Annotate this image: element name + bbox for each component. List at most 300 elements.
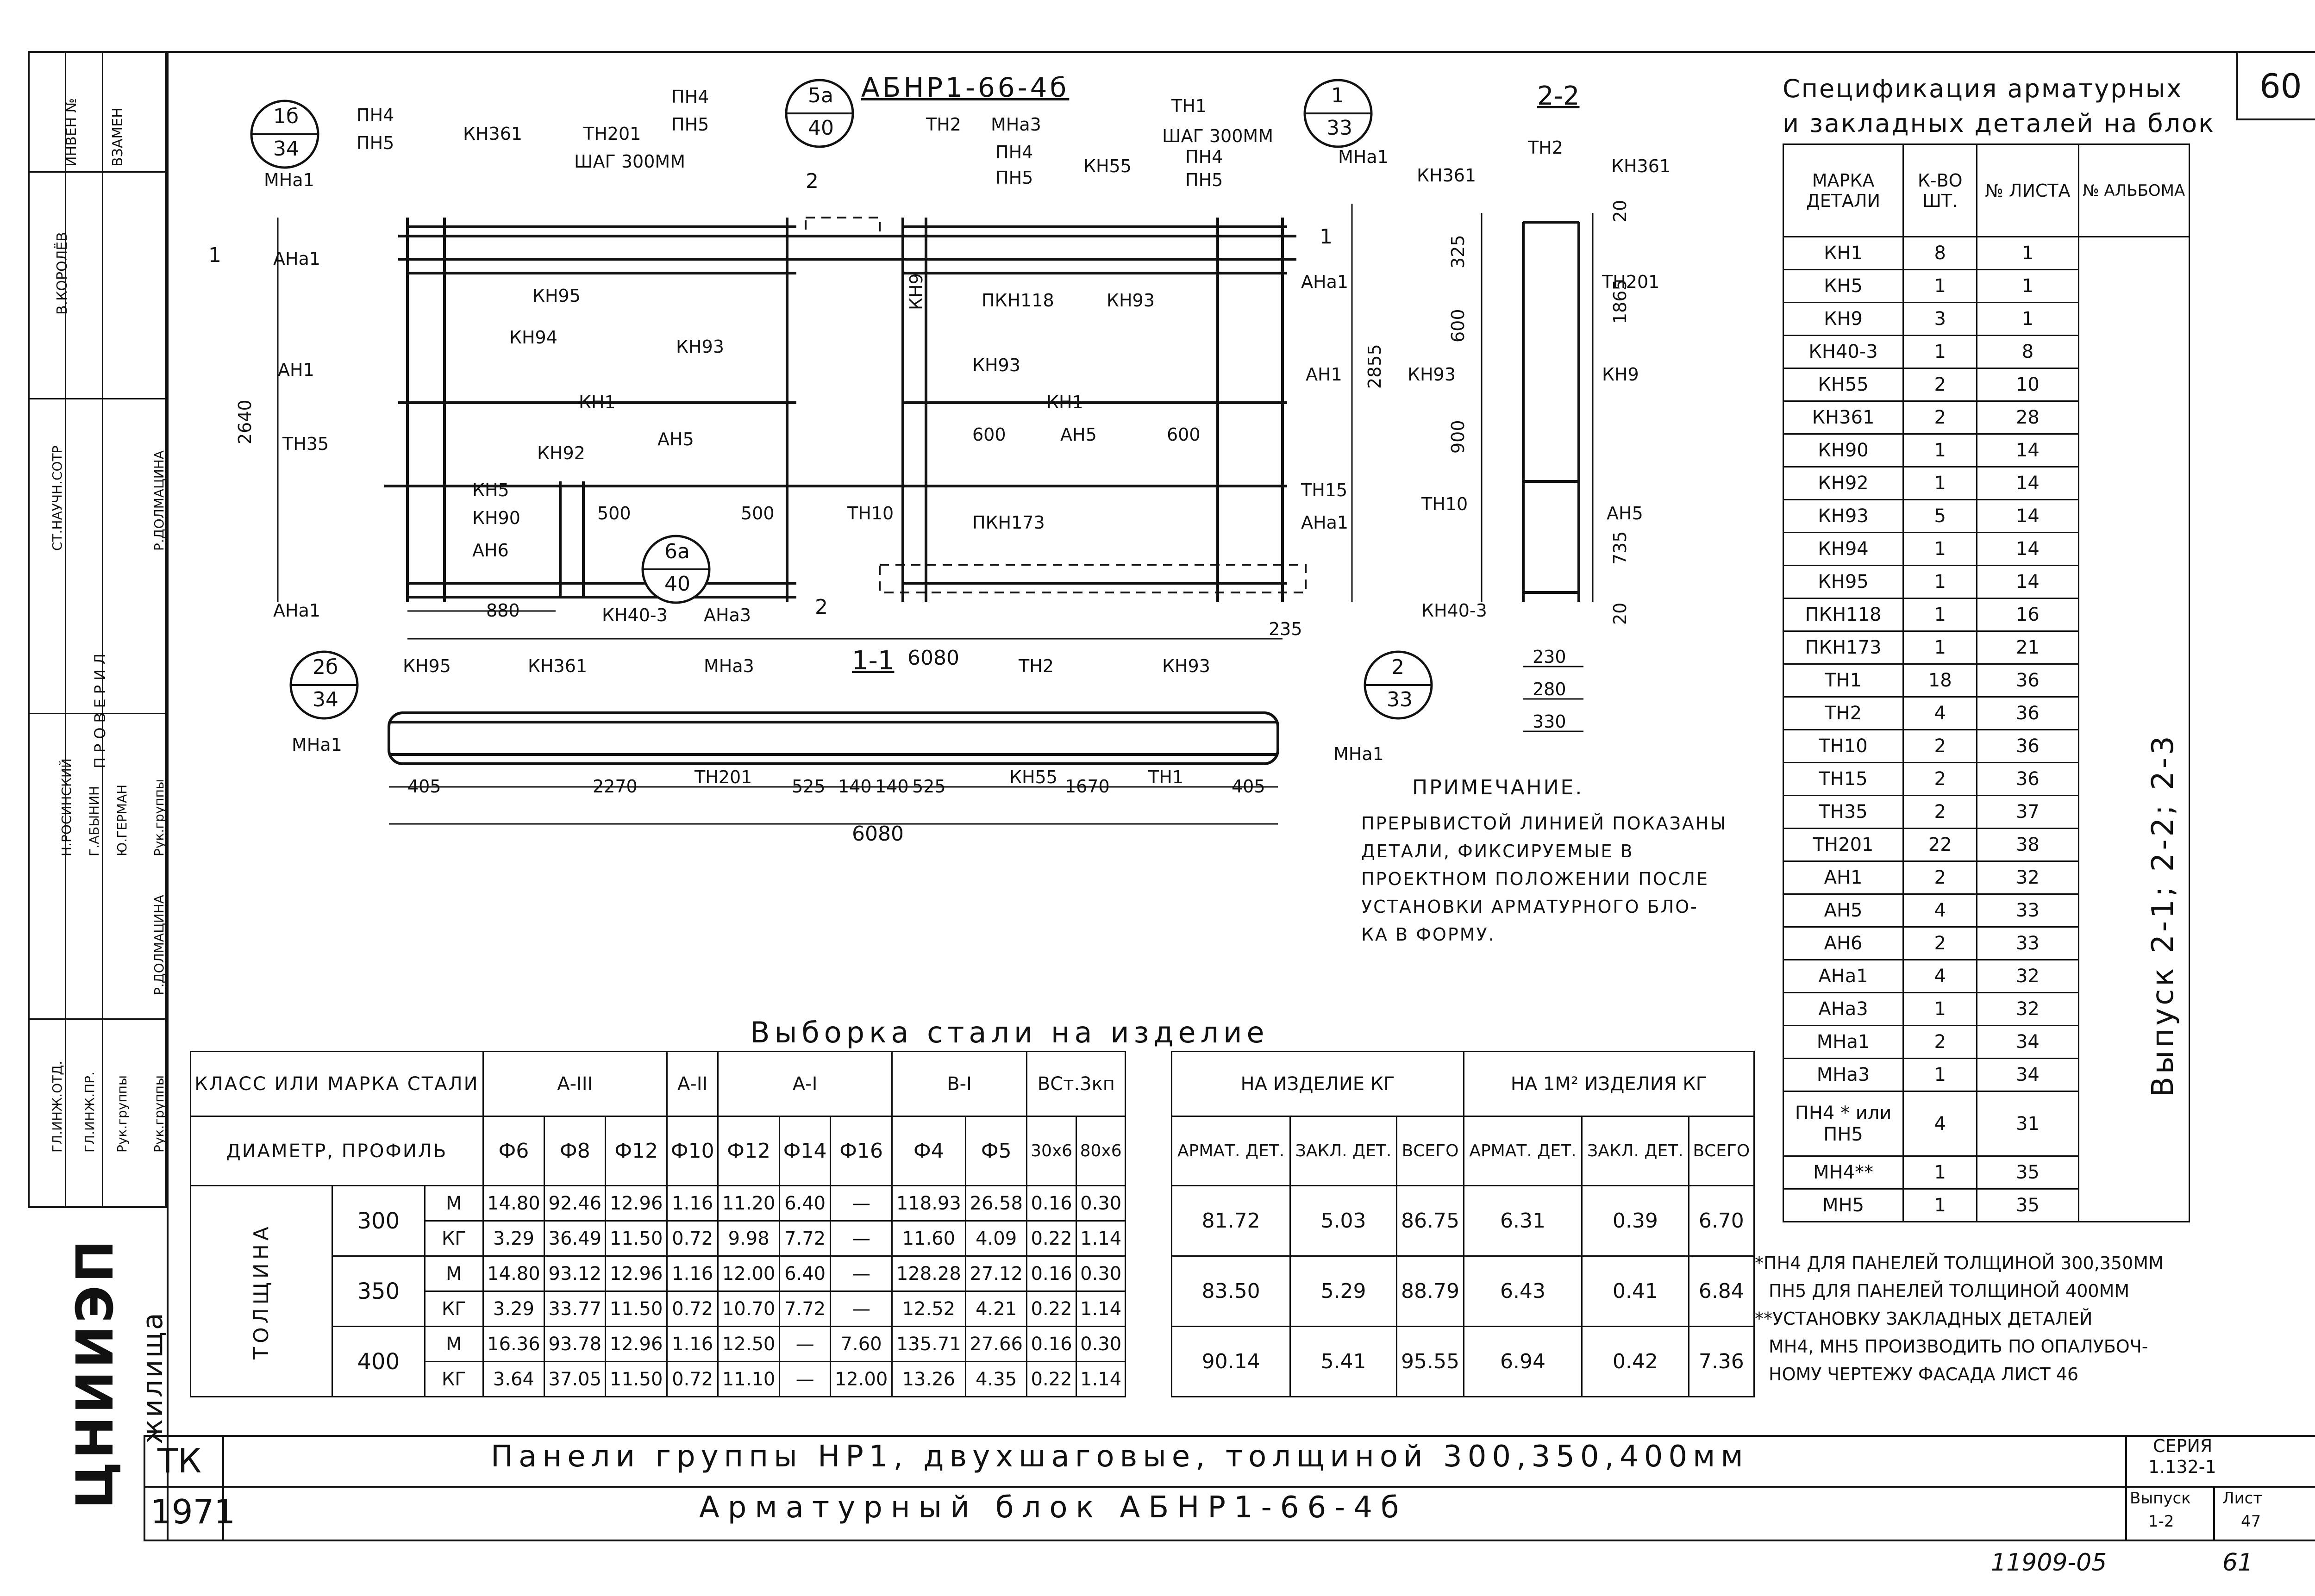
label: АН6 — [472, 540, 509, 561]
spec-cell: КН55 — [1783, 368, 1903, 401]
role-2: ГЛ.ИНЖ.ПР. — [82, 1072, 97, 1153]
steel-value: 3.29 — [483, 1221, 544, 1256]
steel-diameter: Ф10 — [667, 1116, 718, 1186]
spec-footnote: *ПН4 ДЛЯ ПАНЕЛЕЙ ТОЛЩИНОЙ 300,350ММ — [1755, 1253, 2164, 1273]
steel-value: 1.16 — [667, 1186, 718, 1221]
note-line: ДЕТАЛИ, ФИКСИРУЕМЫЕ В — [1361, 841, 1634, 861]
label: МНа1 — [264, 170, 314, 190]
steel-value: 7.72 — [779, 1291, 831, 1327]
s11-dim: 2270 — [593, 776, 638, 797]
label: 600 — [1167, 424, 1201, 445]
signer-1: В.КОРОЛЁВ — [54, 232, 70, 315]
thickness-value: 300 — [332, 1186, 425, 1256]
label: ПКН118 — [982, 290, 1054, 311]
spec-cell: МНа1 — [1783, 1026, 1903, 1059]
steel-value: 1.14 — [1076, 1362, 1126, 1397]
spec-album: Выпуск 2-1; 2-2; 2-3 — [2146, 733, 2180, 1097]
spec-cell: 21 — [1977, 631, 2078, 664]
spec-cell: 4 — [1903, 697, 1977, 730]
callout-1-top: 1б — [273, 105, 299, 128]
role-1: ГЛ.ИНЖ.ОТД. — [50, 1060, 65, 1153]
steel-value: 27.12 — [965, 1256, 1026, 1291]
steel-total: 83.50 — [1172, 1256, 1290, 1327]
label: ТН10 — [847, 503, 894, 524]
dim-offset: 235 — [1269, 619, 1302, 639]
spec-cell: 2 — [1903, 763, 1977, 796]
steel-value: 1.16 — [667, 1256, 718, 1291]
spec-cell: ТН201 — [1783, 829, 1903, 861]
spec-row — [1783, 237, 2190, 270]
list-label: Лист — [2222, 1489, 2263, 1508]
s22-label: КН361 — [1611, 156, 1671, 176]
label: КН5 — [472, 480, 509, 500]
steel-value: 4.21 — [965, 1291, 1026, 1327]
spec-cell: 1 — [1903, 1189, 1977, 1222]
spec-cell: 37 — [1977, 796, 2078, 829]
spec-hdr: К-ВО ШТ. — [1903, 144, 1977, 237]
vypusk-label: Выпуск — [2130, 1489, 2191, 1508]
signer-6: Н.РОСИНСКИЙ — [59, 758, 74, 856]
spec-cell: 1 — [1903, 598, 1977, 631]
steel-value: 4.09 — [965, 1221, 1026, 1256]
s11-dim: 525 — [792, 776, 826, 797]
spec-cell: 1 — [1977, 237, 2078, 270]
note-line: УСТАНОВКИ АРМАТУРНОГО БЛО- — [1361, 897, 1698, 917]
s11-dim: 140 — [875, 776, 909, 797]
s11-label: КН361 — [528, 656, 588, 676]
label: ПН5 — [671, 114, 709, 135]
unit: М — [425, 1186, 483, 1221]
s11-dim: 405 — [1232, 776, 1265, 797]
s22-label: КН40-3 — [1421, 600, 1487, 621]
spec-footnote: ПН5 ДЛЯ ПАНЕЛЕЙ ТОЛЩИНОЙ 400ММ — [1769, 1281, 2130, 1301]
spec-hdr: МАРКА ДЕТАЛИ — [1783, 144, 1903, 237]
spec-cell: ТН15 — [1783, 763, 1903, 796]
label: ПН4 — [1185, 147, 1223, 167]
s22-label: КН361 — [1417, 165, 1477, 186]
steel-class: А-II — [667, 1052, 718, 1116]
steel-subheader: ЗАКЛ. ДЕТ. — [1290, 1116, 1396, 1186]
s11-label: ТН2 — [1019, 656, 1054, 676]
label: ПН4 — [357, 105, 394, 125]
s11-label: ТН201 — [694, 767, 752, 787]
spec-cell: 14 — [1977, 500, 2078, 533]
spec-cell: 35 — [1977, 1156, 2078, 1189]
s11-label: МНа3 — [704, 656, 754, 676]
spec-cell: 1 — [1903, 566, 1977, 598]
s22-label: ТН10 — [1421, 494, 1468, 514]
spec-title-2: и закладных деталей на блок — [1783, 109, 2215, 138]
steel-diameter: Ф5 — [965, 1116, 1026, 1186]
spec-cell: КН9 — [1783, 303, 1903, 336]
callout-4-top: 6а — [664, 540, 690, 563]
spec-cell: МН5 — [1783, 1189, 1903, 1222]
thickness-label — [191, 1186, 332, 1397]
label: КН55 — [1083, 156, 1132, 176]
spec-cell: АНа1 — [1783, 960, 1903, 993]
steel-value: — — [779, 1327, 831, 1362]
steel-total: 5.03 — [1290, 1186, 1396, 1256]
steel-total: 81.72 — [1172, 1186, 1290, 1256]
s11-dim: 1670 — [1065, 776, 1110, 797]
label: АН5 — [1060, 424, 1097, 445]
steel-class: А-III — [483, 1052, 667, 1116]
steel-value: — — [831, 1186, 892, 1221]
signer-3: ПРОВЕРИЛ — [91, 648, 109, 768]
spec-cell: 1 — [1903, 467, 1977, 500]
spec-cell: 38 — [1977, 829, 2078, 861]
steel-class: В-I — [892, 1052, 1027, 1116]
spec-cell: КН361 — [1783, 401, 1903, 434]
thickness-value: 400 — [332, 1327, 425, 1397]
main-view-title: АБНР1-66-4б — [861, 72, 1070, 103]
steel-value: 37.05 — [544, 1362, 606, 1397]
steel-total: 0.39 — [1582, 1186, 1689, 1256]
s11-label: МНа1 — [292, 735, 342, 755]
label: АНа1 — [1301, 512, 1349, 533]
label: КН92 — [537, 443, 585, 463]
steel-value: 12.00 — [831, 1362, 892, 1397]
steel-hdr-product: НА ИЗДЕЛИЕ КГ — [1172, 1052, 1464, 1116]
spec-cell: КН5 — [1783, 270, 1903, 303]
series-value: 1.132-1 — [2148, 1457, 2216, 1477]
label: ТН35 — [282, 434, 329, 454]
label: 600 — [972, 424, 1006, 445]
steel-value: 0.22 — [1027, 1362, 1076, 1397]
steel-value: 11.50 — [606, 1291, 667, 1327]
steel-value: 0.30 — [1076, 1327, 1126, 1362]
steel-class: ВСт.3кп — [1027, 1052, 1126, 1116]
callout-6-bottom: 33 — [1387, 688, 1413, 711]
label: МНа1 — [1338, 147, 1389, 167]
s22-dim: 1865 — [1610, 279, 1630, 324]
steel-table — [190, 1051, 1755, 1397]
spec-cell: 14 — [1977, 434, 2078, 467]
spec-cell: 2 — [1903, 730, 1977, 763]
steel-total: 90.14 — [1172, 1327, 1290, 1397]
s22-dim: 600 — [1448, 309, 1468, 343]
spec-cell: 32 — [1977, 960, 2078, 993]
section-mark: 2 — [815, 595, 828, 619]
steel-diameter: Ф12 — [606, 1116, 667, 1186]
spec-cell: 4 — [1903, 960, 1977, 993]
spec-cell: ТН1 — [1783, 664, 1903, 697]
section-mark: 1 — [208, 243, 221, 267]
thickness-label-text: ТОЛЩИНА — [249, 1223, 273, 1359]
s11-dim: 140 — [838, 776, 872, 797]
spec-cell: 2 — [1903, 796, 1977, 829]
steel-value: 0.16 — [1027, 1327, 1076, 1362]
steel-value: 9.98 — [718, 1221, 779, 1256]
steel-hdr-class: КЛАСС ИЛИ МАРКА СТАЛИ — [191, 1052, 483, 1116]
steel-value: 12.96 — [606, 1186, 667, 1221]
note-line: ПРОЕКТНОМ ПОЛОЖЕНИИ ПОСЛЕ — [1361, 869, 1709, 889]
spec-cell: АН5 — [1783, 894, 1903, 927]
spec-cell: 10 — [1977, 368, 2078, 401]
s22-dim: 20 — [1610, 602, 1630, 625]
steel-value: 7.60 — [831, 1327, 892, 1362]
label: АНа1 — [1301, 272, 1349, 292]
steel-value: 0.22 — [1027, 1291, 1076, 1327]
label: ПН4 — [671, 87, 709, 107]
label: ТН2 — [926, 114, 961, 135]
steel-value: 12.50 — [718, 1327, 779, 1362]
steel-value: 11.20 — [718, 1186, 779, 1221]
steel-value: 11.50 — [606, 1362, 667, 1397]
steel-diameter: Ф12 — [718, 1116, 779, 1186]
callout-5-top: 2б — [313, 655, 338, 679]
label: КН40-3 — [602, 605, 668, 625]
steel-total: 95.55 — [1397, 1327, 1464, 1397]
s22-label: КН93 — [1408, 364, 1456, 385]
spec-cell: 2 — [1903, 927, 1977, 960]
label: АН5 — [657, 429, 694, 449]
year-label: 1971 — [150, 1492, 236, 1531]
note-title: ПРИМЕЧАНИЕ. — [1412, 776, 1584, 799]
steel-value: 1.16 — [667, 1327, 718, 1362]
steel-value: 16.36 — [483, 1327, 544, 1362]
s11-label: КН55 — [1009, 767, 1057, 787]
steel-diameter: 30х6 — [1027, 1116, 1076, 1186]
steel-value: 7.72 — [779, 1221, 831, 1256]
spec-cell: ТН2 — [1783, 697, 1903, 730]
note-line: ПРЕРЫВИСТОЙ ЛИНИЕЙ ПОКАЗАНЫ — [1361, 813, 1727, 834]
steel-value: 93.12 — [544, 1256, 606, 1291]
label: АНа3 — [704, 605, 751, 625]
steel-value: 12.96 — [606, 1256, 667, 1291]
s11-label: МНа1 — [1333, 744, 1384, 764]
steel-hdr-diam: ДИАМЕТР, ПРОФИЛЬ — [191, 1116, 483, 1186]
dim-height-right: 2855 — [1364, 344, 1385, 389]
steel-value: — — [779, 1362, 831, 1397]
series-label: СЕРИЯ — [2153, 1436, 2213, 1456]
unit: КГ — [425, 1291, 483, 1327]
spec-cell: 8 — [1903, 237, 1977, 270]
spec-cell: 18 — [1903, 664, 1977, 697]
callout-3-top: 1 — [1331, 84, 1344, 107]
label: КН361 — [463, 124, 523, 144]
steel-value: 36.49 — [544, 1221, 606, 1256]
callout-4-bottom: 40 — [664, 572, 690, 596]
steel-value: 0.16 — [1027, 1256, 1076, 1291]
s22-label: ТН201 — [1602, 272, 1660, 292]
spec-cell: 2 — [1903, 861, 1977, 894]
s11-label: ТН1 — [1148, 767, 1183, 787]
label: ТН15 — [1301, 480, 1348, 500]
title-line-1: Панели группы НР1, двухшаговые, толщиной 300,350,400мм — [491, 1440, 1749, 1474]
steel-value: 11.50 — [606, 1221, 667, 1256]
steel-total: 7.36 — [1689, 1327, 1754, 1397]
unit: КГ — [425, 1362, 483, 1397]
steel-value: 6.40 — [779, 1256, 831, 1291]
spec-cell: 5 — [1903, 500, 1977, 533]
steel-value: — — [831, 1256, 892, 1291]
handwritten-page: 61 — [2222, 1549, 2253, 1577]
spec-cell: АНа3 — [1783, 993, 1903, 1026]
side-stamp-word: жилища — [137, 1311, 169, 1444]
label: ТН1 — [1171, 96, 1207, 116]
steel-value: 128.28 — [892, 1256, 965, 1291]
spec-hdr: № АЛЬБОМА — [2078, 144, 2189, 237]
steel-value: 0.72 — [667, 1362, 718, 1397]
steel-value: — — [831, 1291, 892, 1327]
spec-cell: 1 — [1903, 336, 1977, 368]
spec-cell: КН94 — [1783, 533, 1903, 566]
label: ПКН173 — [972, 512, 1045, 533]
steel-total: 6.70 — [1689, 1186, 1754, 1256]
steel-value: 27.66 — [965, 1327, 1026, 1362]
vzamen-label: ВЗАМЕН — [110, 107, 126, 167]
section-11-title: 1-1 — [852, 646, 895, 676]
spec-cell: 14 — [1977, 533, 2078, 566]
label: ПН5 — [357, 133, 394, 153]
signer-2: СТ.НАУЧН.СОТР — [50, 445, 65, 551]
steel-total: 6.94 — [1464, 1327, 1582, 1397]
steel-diameter: Ф16 — [831, 1116, 892, 1186]
steel-value: 14.80 — [483, 1186, 544, 1221]
role-3: Рук.группы — [114, 1075, 130, 1153]
signer-7: Г.АБЫНИН — [87, 786, 102, 856]
steel-value: 26.58 — [965, 1186, 1026, 1221]
label: АН1 — [1306, 364, 1342, 385]
spec-cell: 32 — [1977, 993, 2078, 1026]
note-line: КА В ФОРМУ. — [1361, 924, 1495, 945]
spec-cell: 28 — [1977, 401, 2078, 434]
s22-dim: 230 — [1533, 647, 1566, 667]
steel-value: 0.22 — [1027, 1221, 1076, 1256]
steel-value: 0.16 — [1027, 1186, 1076, 1221]
label: ПН4 — [995, 142, 1033, 162]
spec-cell: КН95 — [1783, 566, 1903, 598]
spec-footnote: **УСТАНОВКУ ЗАКЛАДНЫХ ДЕТАЛЕЙ — [1755, 1309, 2093, 1329]
spec-table — [1783, 143, 2190, 1222]
spec-cell: 4 — [1903, 1091, 1977, 1156]
steel-value: 0.30 — [1076, 1186, 1126, 1221]
steel-total: 6.31 — [1464, 1186, 1582, 1256]
label: 880 — [486, 600, 520, 621]
side-stamp-logo: ЦНИИЭП — [65, 1237, 125, 1509]
s22-dim: 280 — [1533, 679, 1566, 699]
unit: КГ — [425, 1221, 483, 1256]
steel-value: 135.71 — [892, 1327, 965, 1362]
steel-row — [191, 1256, 1754, 1291]
label: АН1 — [278, 360, 314, 380]
spec-cell: МН4** — [1783, 1156, 1903, 1189]
steel-total: 5.29 — [1290, 1256, 1396, 1327]
label: КН94 — [509, 327, 557, 348]
steel-value: 3.64 — [483, 1362, 544, 1397]
steel-value: 3.29 — [483, 1291, 544, 1327]
s11-dim: 525 — [912, 776, 946, 797]
spec-cell: КН92 — [1783, 467, 1903, 500]
tk-label: ТК — [157, 1441, 202, 1480]
steel-subheader: ВСЕГО — [1689, 1116, 1754, 1186]
spec-cell: КН40-3 — [1783, 336, 1903, 368]
handwritten-code: 11909-05 — [1991, 1549, 2107, 1577]
spec-cell: 36 — [1977, 697, 2078, 730]
spec-cell: 2 — [1903, 1026, 1977, 1059]
label: 500 — [597, 503, 631, 524]
spec-cell: 1 — [1903, 434, 1977, 467]
inv-label: ИНВЕН № — [63, 98, 80, 167]
label: ШАГ 300ММ — [1162, 126, 1273, 146]
steel-value: 12.00 — [718, 1256, 779, 1291]
s22-dim: 330 — [1533, 711, 1566, 732]
s22-dim: 325 — [1448, 235, 1468, 268]
spec-cell: 1 — [1903, 993, 1977, 1026]
s11-label: КН95 — [403, 656, 451, 676]
spec-cell: 1 — [1903, 1156, 1977, 1189]
spec-cell: 3 — [1903, 303, 1977, 336]
steel-hdr-m2: НА 1М² ИЗДЕЛИЯ КГ — [1464, 1052, 1754, 1116]
steel-title: Выборка стали на изделие — [750, 1016, 1269, 1049]
steel-subheader: ЗАКЛ. ДЕТ. — [1582, 1116, 1689, 1186]
spec-cell: ПКН173 — [1783, 631, 1903, 664]
title-line-2: Арматурный блок АБНР1-66-4б — [699, 1490, 1408, 1525]
steel-value: 11.60 — [892, 1221, 965, 1256]
callout-5-bottom: 34 — [313, 688, 338, 711]
label: КН90 — [472, 508, 520, 528]
steel-value: 12.52 — [892, 1291, 965, 1327]
spec-cell: 2 — [1903, 401, 1977, 434]
steel-value: 118.93 — [892, 1186, 965, 1221]
steel-value: 92.46 — [544, 1186, 606, 1221]
spec-cell: 8 — [1977, 336, 2078, 368]
signer-8: Ю.ГЕРМАН — [114, 784, 130, 856]
label: КН1 — [1046, 392, 1083, 412]
callout-2-top: 5а — [808, 84, 833, 107]
steel-value: 13.26 — [892, 1362, 965, 1397]
role-4: Рук.группы — [151, 1075, 167, 1153]
spec-cell: АН6 — [1783, 927, 1903, 960]
unit: М — [425, 1256, 483, 1291]
callout-2-bottom: 40 — [808, 116, 834, 140]
spec-cell: КН90 — [1783, 434, 1903, 467]
vypusk-value: 1-2 — [2148, 1512, 2174, 1531]
spec-cell: ТН35 — [1783, 796, 1903, 829]
spec-cell: 14 — [1977, 467, 2078, 500]
label: КН1 — [579, 392, 616, 412]
steel-total: 6.43 — [1464, 1256, 1582, 1327]
steel-value: 0.72 — [667, 1221, 718, 1256]
steel-value: 6.40 — [779, 1186, 831, 1221]
s11-total: 6080 — [852, 822, 904, 846]
label: КН9 — [906, 273, 926, 310]
steel-value: — — [831, 1221, 892, 1256]
spec-cell: 16 — [1977, 598, 2078, 631]
spec-footnote: МН4, МН5 ПРОИЗВОДИТЬ ПО ОПАЛУБОЧ- — [1769, 1336, 2148, 1357]
steel-row — [191, 1186, 1754, 1221]
list-value: 47 — [2241, 1512, 2261, 1531]
spec-cell: 1 — [1903, 533, 1977, 566]
steel-diameter: 80х6 — [1076, 1116, 1126, 1186]
spec-footnote: НОМУ ЧЕРТЕЖУ ФАСАДА ЛИСТ 46 — [1769, 1364, 2079, 1384]
label: КН95 — [532, 286, 581, 306]
label: КН93 — [676, 337, 724, 357]
spec-cell: 33 — [1977, 927, 2078, 960]
spec-title-1: Спецификация арматурных — [1783, 74, 2183, 103]
unit: М — [425, 1327, 483, 1362]
steel-value: 10.70 — [718, 1291, 779, 1327]
spec-cell: 1 — [1903, 631, 1977, 664]
steel-value: 1.14 — [1076, 1291, 1126, 1327]
spec-cell: 33 — [1977, 894, 2078, 927]
spec-cell: 1 — [1903, 1059, 1977, 1091]
spec-cell: 36 — [1977, 730, 2078, 763]
steel-total: 86.75 — [1397, 1186, 1464, 1256]
label: ШАГ 300ММ — [574, 151, 685, 172]
s22-label: ТН2 — [1528, 137, 1563, 158]
